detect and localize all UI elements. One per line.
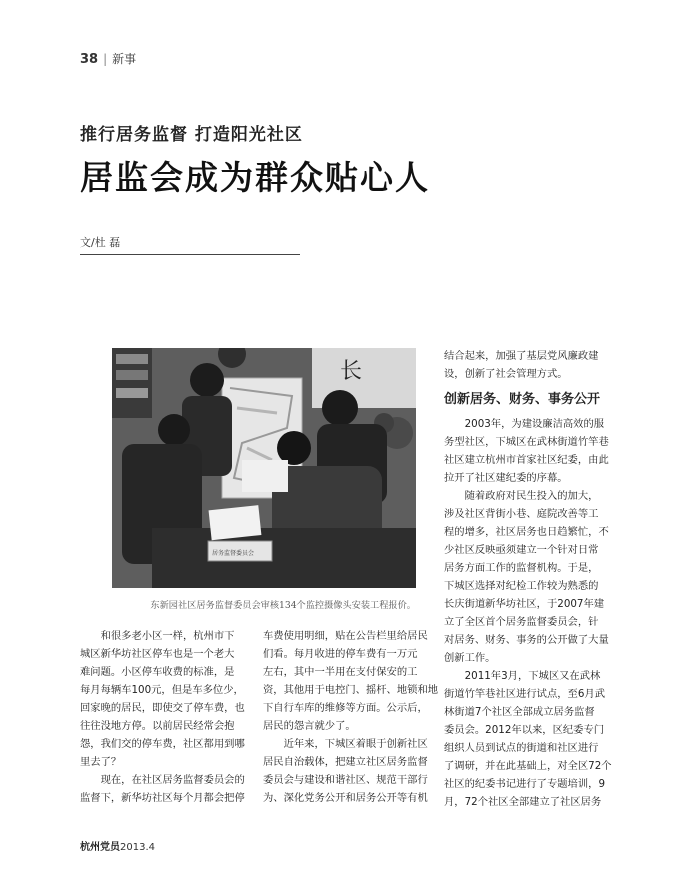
text-line: 程的增多，社区居务也日趋繁忙，不 [444, 526, 609, 538]
text-line: 难问题。小区停车收费的标准，是 [80, 666, 235, 678]
text-line: 街道竹竿巷社区进行试点，至6月武 [444, 688, 606, 700]
text-line: 长庆街道新华坊社区，于2007年建 [444, 598, 605, 610]
text-line: 往往没地方停。以前居民经常会抱 [80, 720, 235, 732]
text-line: 了调研，并在此基础上，对全区72个 [444, 760, 612, 772]
article-headline: 居监会成为群众贴心人 [80, 158, 430, 197]
text-line: 设，创新了社会管理方式。 [444, 368, 568, 380]
page-footer [80, 838, 155, 853]
text-line: 左右，其中一半用在支付保安的工 [263, 666, 418, 678]
text-line: 们看。每月收进的停车费有一万元 [263, 648, 418, 660]
text-line: 城区新华坊社区停车也是一个老大 [80, 648, 235, 660]
text-line: 2003年，为建设廉洁高效的服 [444, 418, 605, 430]
text-line: 和很多老小区一样，杭州市下 [80, 630, 235, 642]
text-line: 怨，我们交的停车费，社区都用到哪 [80, 738, 245, 750]
text-line: 对居务、财务、事务的公开做了大量 [444, 634, 609, 646]
text-line: 务型社区，下城区在武林街道竹竿巷 [444, 436, 609, 448]
desk-sign-text: 居务监督委员会 [212, 550, 255, 557]
text-line: 资，其他用于电控门、摇杆、地锁和地 [263, 684, 439, 696]
text-line: 创新工作。 [444, 652, 496, 664]
text-line: 车费使用明细，贴在公告栏里给居民 [263, 630, 428, 642]
text-line: 下城区选择对纪检工作较为熟悉的 [444, 580, 599, 592]
article-column-2 [263, 627, 439, 807]
section-subheading: 创新居务、财务、事务公开 [444, 392, 601, 407]
text-line: 委员会与建设和谐社区、规范干部行 [263, 774, 428, 786]
text-line: 监督下，新华坊社区每个月都会把停 [80, 792, 245, 804]
text-line: 居务方面工作的监督机构。于是， [444, 562, 599, 574]
page-number: 38 [80, 52, 99, 67]
text-line: 里去了？ [80, 756, 122, 768]
article-column-1 [80, 627, 248, 807]
meeting-photo-illustration [112, 348, 416, 588]
text-line: 每月每辆车100元，但是车多位少， [80, 684, 244, 696]
text-line: 结合起来，加强了基层党风廉政建 [444, 350, 599, 362]
text-line: 回家晚的居民，即使交了停车费，也 [80, 702, 245, 714]
photo-caption: 东新园社区居务监督委员会审核134个监控摄像头安装工程报价。 [150, 600, 416, 611]
text-line: 立了全区首个居务监督委员会，针 [444, 616, 599, 628]
text-line: 随着政府对民生投入的加大， [444, 490, 599, 502]
text-line: 月，72个社区全部建立了社区居务 [444, 796, 602, 808]
article-column-3 [444, 347, 612, 811]
byline-divider [80, 254, 300, 255]
header-separator: | [103, 52, 108, 66]
text-line: 委员会。2012年以来，区纪委专门 [444, 724, 605, 736]
magazine-logo: 杭州党员 [80, 842, 120, 853]
article-photo [112, 348, 416, 588]
text-line: 社区建立杭州市首家社区纪委，由此 [444, 454, 609, 466]
text-line: 林街道7个社区全部成立居务监督 [444, 706, 595, 718]
text-line: 现在，在社区居务监督委员会的 [80, 774, 245, 786]
wall-sign-char: 长 [340, 359, 363, 384]
page-header [80, 50, 136, 67]
text-line: 社区的纪委书记进行了专题培训，9 [444, 778, 606, 790]
text-line: 下自行车库的维修等方面。公示后， [263, 702, 428, 714]
text-line: 为、深化党务公开和居务公开等有机 [263, 792, 428, 804]
text-line: 组织人员到试点的街道和社区进行 [444, 742, 599, 754]
text-line: 拉开了社区建纪委的序幕。 [444, 472, 568, 484]
text-line: 居民的怨言就少了。 [263, 720, 356, 732]
text-line: 涉及社区背街小巷、庭院改善等工 [444, 508, 599, 520]
article-kicker: 推行居务监督 打造阳光社区 [80, 125, 303, 145]
article-byline: 文/杜 磊 [80, 236, 121, 249]
text-line: 居民自治载体，把建立社区居务监督 [263, 756, 428, 768]
section-name: 新事 [112, 52, 137, 66]
text-line: 少社区反映亟须建立一个针对日常 [444, 544, 599, 556]
issue-number: 2013.4 [120, 842, 155, 853]
text-line: 近年来，下城区着眼于创新社区 [263, 738, 428, 750]
text-line: 2011年3月，下城区又在武林 [444, 670, 601, 682]
